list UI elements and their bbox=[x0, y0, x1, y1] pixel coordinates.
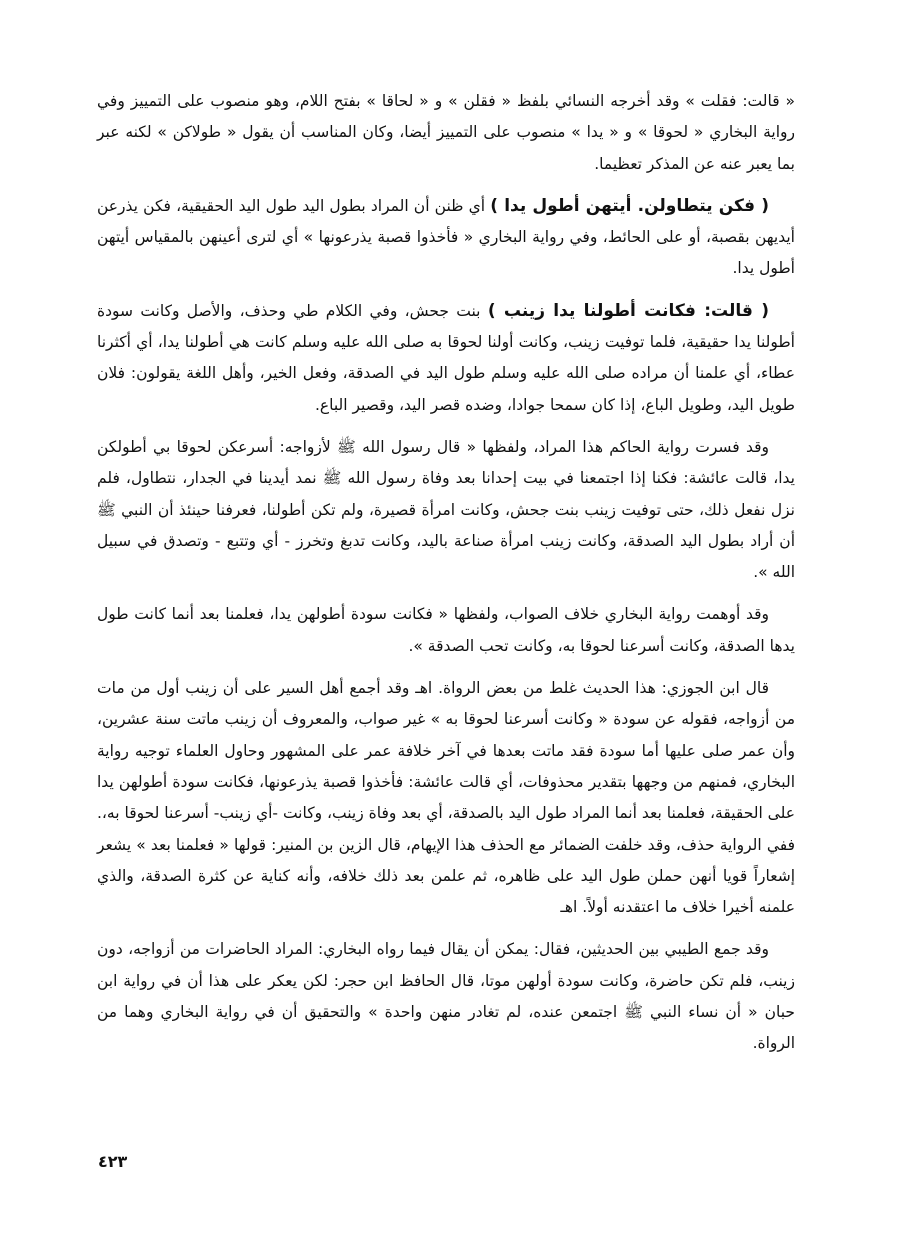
paragraph-text: « قالت: فقلت » وقد أخرجه النسائي بلفظ « فقلن » و « لحاقا » بفتح اللام، وهو منصوب على التمييز وفي رواية البخاري « لحوقا » و « يدا » منصوب على التمييز أيضا، وكان المناسب أن يقول « طولاكن » لكنه عبر بما يعبر عنه عن المذكر تعظيما. bbox=[97, 92, 795, 173]
paragraph-text: وقد أوهمت رواية البخاري خلاف الصواب، ولفظها « فكانت سودة أطولهن يدا، فعلمنا بعد أنما كانت طول يدها الصدقة، وكانت أسرعنا لحوقا به، وكانت تحب الصدقة ». bbox=[97, 605, 795, 655]
paragraph-tibi-reconciliation bbox=[97, 934, 795, 1059]
hadith-quote-lead: ( قالت: فكانت أطولنا يدا زينب ) bbox=[487, 300, 769, 321]
paragraph-commentary-3 bbox=[97, 296, 795, 421]
paragraph-ibn-jawzi bbox=[97, 673, 795, 923]
paragraph-commentary-1 bbox=[97, 86, 795, 180]
paragraph-text: وقد فسرت رواية الحاكم هذا المراد، ولفظها « قال رسول الله ﷺ لأزواجه: أسرعكن لحوقا بي أطولكن يدا، قالت عائشة: فكنا إذا اجتمعنا في بيت إحدانا بعد وفاة رسول الله ﷺ نمد أيدينا في الجدار، نتطاول، فلم نزل نفعل ذلك، حتى توفيت زينب بنت جحش، وكانت امرأة قصيرة، ولم تكن أطولنا، فعرفنا حينئذ أن النبي ﷺ أن أراد بطول اليد الصدقة، وكانت زينب امرأة صناعة باليد، وكانت تدبغ وتخرز - أي وتتبع - وتصدق في سبيل الله ». bbox=[97, 437, 795, 582]
paragraph-text: قال ابن الجوزي: هذا الحديث غلط من بعض الرواة. اهـ وقد أجمع أهل السير على أن زينب أول من مات من أزواجه، فقوله عن سودة « وكانت أسرعنا لحوقا به » غير صواب، والمعروف أن زينب ماتت سنة عشرين، وأن عمر صلى عليها أما سودة فقد ماتت بعدها في آخر خلافة عمر على المشهور وحاول العلماء توجيه رواية البخاري، فمنهم من وجهها بتقدير محذوفات، أي قالت عائشة: فأخذوا قصبة يذرعونها، فكانت سودة أطولهن يدا على الحقيقة، فعلمنا بعد أنما المراد طول اليد بالصدقة، أي بعد وفاة زينب، وكانت -أي زينب- أسرعنا لحوقا به،. ففي الرواية حذف، وقد خلفت الضمائر مع الحذف هذا الإيهام، قال الزين بن المنير: قولها « فعلمنا بعد » يشعر إشعاراً قويا أنهن حملن طول اليد على ظاهره، ثم علمن بعد ذلك خلافه، وأنه كناية عن كثرة الصدقة، والذي علمنه أخيرا خلاف ما اعتقدنه أولاً. اهـ bbox=[97, 679, 795, 917]
page-number: ٤٢٣ bbox=[98, 1152, 128, 1171]
paragraph-commentary-2 bbox=[97, 191, 795, 285]
book-page-body bbox=[97, 86, 795, 1060]
paragraph-text: بنت جحش، وفي الكلام طي وحذف، والأصل وكانت سودة أطولنا يدا حقيقية، فلما توفيت زينب، وكانت أولنا لحوقا به صلى الله عليه وسلم كانت هي أطولنا يدا، أي أكثرنا عطاء، أي علمنا أن مراده صلى الله عليه وسلم طول اليد في الصدقة، وفعل الخير، وأهل اللغة يقولون: فلان طويل اليد، وطويل الباع، إذا كان سمحا جوادا، وضده قصر اليد، وقصير الباع. bbox=[97, 301, 795, 414]
hadith-quote-lead: ( فكن يتطاولن. أيتهن أطول يدا ) bbox=[490, 195, 769, 216]
paragraph-text: وقد جمع الطيبي بين الحديثين، فقال: يمكن أن يقال فيما رواه البخاري: المراد الحاضرات من أزواجه، دون زينب، فلم تكن حاضرة، وكانت سودة أولهن موتا، قال الحافظ ابن حجر: لكن يعكر على هذا أن في رواية ابن حبان « أن نساء النبي ﷺ اجتمعن عنده، لم تغادر منهن واحدة » والتحقيق أن في رواية البخاري وهما من الرواة. bbox=[97, 940, 795, 1053]
paragraph-hakim-narration bbox=[97, 432, 795, 588]
paragraph-text: أي ظنن أن المراد بطول اليد طول اليد الحقيقية، فكن يذرعن أيديهن بقصبة، أو على الحائط، وفي رواية البخاري « فأخذوا قصبة يذرعونها » أي لترى أعينهن بالمقياس أيتهن أطول يدا. bbox=[97, 196, 795, 278]
paragraph-bukhari-narration bbox=[97, 599, 795, 662]
